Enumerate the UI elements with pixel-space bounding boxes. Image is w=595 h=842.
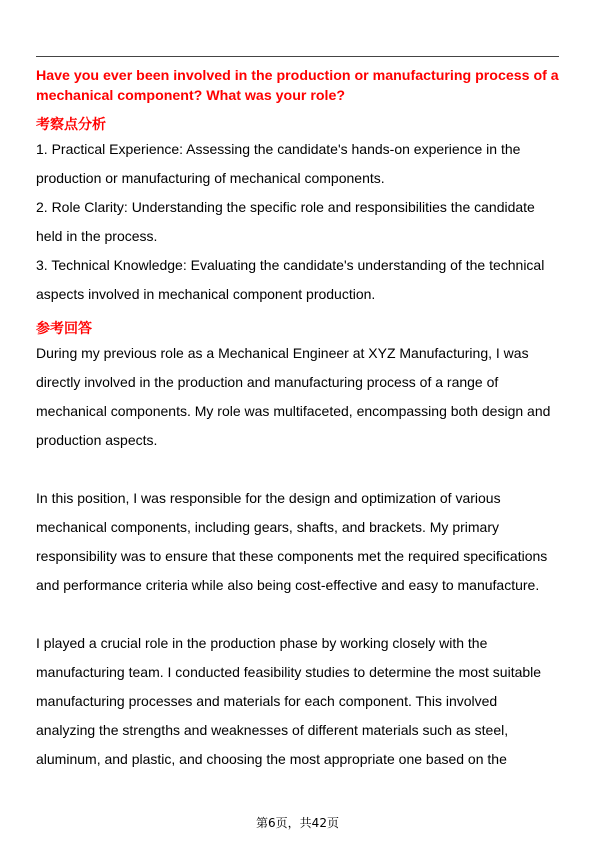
answer-body: [36, 339, 559, 774]
analysis-list: [36, 135, 559, 309]
answer-paragraph-intro: During my previous role as a Mechanical Engineer at XYZ Manufacturing, I was directly involved in the production and manufacturing process of a range of mechanical components. My role was multifaceted, encompassing both design and production aspects.: [36, 345, 551, 448]
page-number-footer: 第6页，共42页: [256, 816, 339, 830]
analysis-item-practical-experience: 1. Practical Experience: Assessing the candidate's hands-on experience in the production or manufacturing of mechanical components.: [36, 141, 521, 186]
top-divider: [36, 56, 559, 57]
analysis-item-role-clarity: 2. Role Clarity: Understanding the specific role and responsibilities the candidate held in the process.: [36, 199, 535, 244]
analysis-item-technical-knowledge: 3. Technical Knowledge: Evaluating the candidate's understanding of the technical aspects involved in mechanical component production.: [36, 257, 545, 302]
answer-paragraph-design: In this position, I was responsible for the design and optimization of various mechanical components, including gears, shafts, and brackets. My primary responsibility was to ensure that these components met the required specifications and performance criteria while also being cost-effective and easy to manufacture.: [36, 490, 548, 593]
question-title: Have you ever been involved in the production or manufacturing process of a mechanical component? What was your role?: [36, 68, 559, 104]
analysis-heading: 考察点分析: [36, 117, 106, 133]
answer-paragraph-production: I played a crucial role in the production phase by working closely with the manufacturing team. I conducted feasibility studies to determine the most suitable manufacturing processes and materials for each component. This involved analyzing the strengths and weaknesses of different materials such as steel, aluminum, and plastic, and choosing the most appropriate one based on the: [36, 635, 542, 767]
answer-heading: 参考回答: [36, 321, 92, 337]
